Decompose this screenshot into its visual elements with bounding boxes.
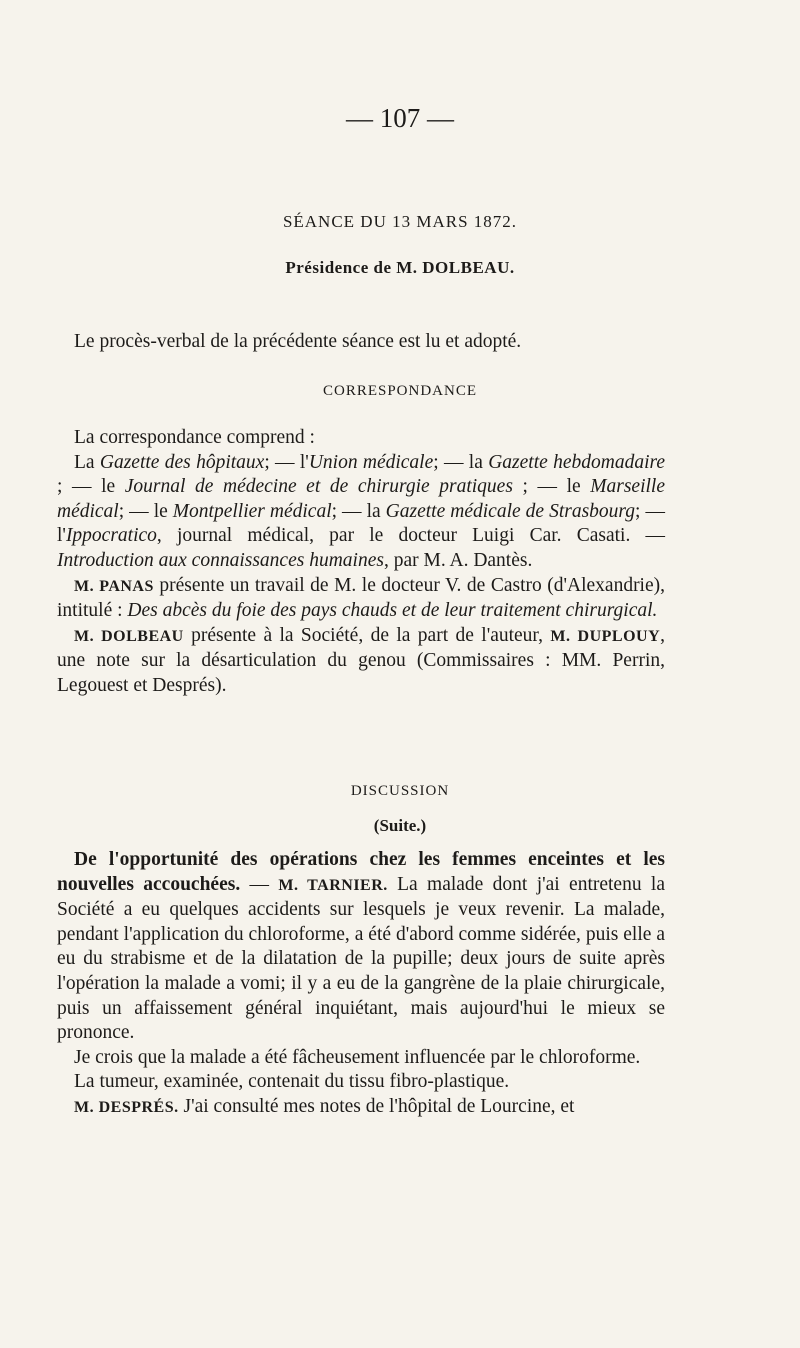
chloroform-paragraph: Je crois que la malade a été fâcheusement influencée par le chloroforme. (74, 1046, 641, 1068)
speaker-despres: M. DESPRÉS. (74, 1098, 179, 1116)
discussion-topic: De l'opportunité des opérations chez les femmes enceintes et les nouvelles accouchées. (57, 849, 665, 895)
page-number: — 107 — (346, 103, 454, 133)
discussion-suite: (Suite.) (373, 816, 427, 835)
correspondance-intro: La correspondance comprend : (74, 427, 315, 448)
speaker-dolbeau: M. DOLBEAU (74, 627, 184, 645)
author-duplouy: M. DUPLOUY (550, 627, 661, 645)
presidency-line: Présidence de M. DOLBEAU. (285, 258, 515, 277)
tumor-paragraph: La tumeur, examinée, contenait du tissu fibro-plastique. (74, 1071, 510, 1093)
journal-list: La Gazette des hôpitaux; — l'Union médicale; — la Gazette hebdomadaire ; — le Journal de médecine et de chirurgie pratiques ; — le Marseille médical; — le Montpellier médical; — la Gazette médicale de Strasbourg; — l'Ippocratico, journal médical, par le docteur Luigi Car. Casati. — Introduction aux connaissances humaines, par M. A. Dantès. (57, 451, 666, 571)
opening-text (57, 330, 665, 355)
tarnier-paragraph: De l'opportunité des opérations chez les femmes enceintes et les nouvelles accouchées. — M. TARNIER. La malade dont j'ai entretenu la Société a eu quelques accidents sur lesquels je veux revenir. La malade, pendant l'application du chloroforme, a été d'abord comme sidérée, puis elle a eu du strabisme et de la dilatation de la pupille; deux jours de suite après l'opération la malade a vomi; il y a eu de la gangrène de la plaie chirurgicale, puis un affaissement général inquiétant, mais aujourd'hui le mieux se prononce. (57, 849, 665, 1044)
discussion-section (57, 848, 665, 1121)
correspondance-heading: CORRESPONDANCE (322, 383, 478, 399)
speaker-tarnier: M. TARNIER. (278, 876, 388, 894)
panas-paragraph: M. PANAS présente un travail de M. le docteur V. de Castro (d'Alexandrie), intitulé : Des abcès du foie des pays chauds et de leur traitement chirurgical. (57, 574, 665, 622)
session-title: SÉANCE DU 13 MARS 1872. (282, 212, 518, 231)
correspondance-section (57, 426, 665, 699)
speaker-panas: M. PANAS (74, 577, 154, 595)
work-title: Des abcès du foie des pays chauds et de leur traitement chirurgical. (127, 600, 658, 622)
dolbeau-paragraph: M. DOLBEAU présente à la Société, de la part de l'auteur, M. DUPLOUY, une note sur la désarticulation du genou (Commissaires : MM. Perrin, Legouest et Després). (57, 624, 665, 696)
discussion-heading: DISCUSSION (350, 783, 450, 799)
opening-paragraph: Le procès-verbal de la précédente séance est lu et adopté. (74, 331, 522, 352)
despres-paragraph: M. DESPRÉS. J'ai consulté mes notes de l'hôpital de Lourcine, et (74, 1095, 575, 1117)
